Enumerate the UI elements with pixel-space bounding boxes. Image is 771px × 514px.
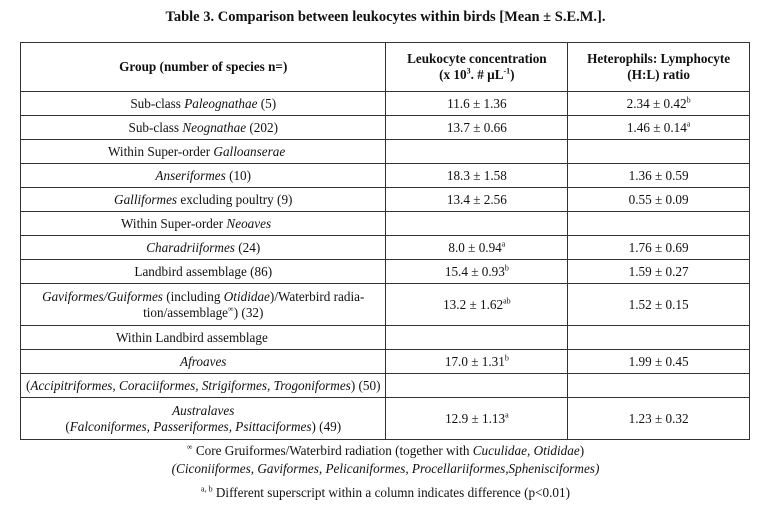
hl-ratio-superscript: a	[686, 119, 691, 129]
concentration-value: 18.3 ± 1.58	[446, 167, 507, 183]
group-text: tion/assemblage	[143, 304, 229, 320]
group-line2	[143, 305, 263, 320]
conc-unit-sup1: 3	[466, 66, 471, 76]
hl-ratio-value: 0.55 ± 0.09	[628, 191, 689, 207]
group-taxon: Otididae	[223, 288, 270, 304]
group-text: Sub-class	[128, 119, 183, 135]
group-text: Sub-class	[130, 95, 185, 111]
header-hl-ratio	[568, 43, 750, 92]
hl-ratio-value: 2.34 ± 0.42	[626, 95, 687, 111]
group-taxon: Afroaves	[180, 353, 227, 369]
footnote-text: )	[579, 443, 585, 458]
group-line1	[42, 289, 364, 304]
group-taxon: Gaviformes/Guiformes	[42, 288, 163, 304]
concentration-value: 13.2 ± 1.62	[443, 296, 504, 312]
group-count: (202)	[246, 119, 278, 135]
group-cell	[21, 326, 386, 350]
header-concentration-line2	[439, 67, 514, 82]
table-title: Table 3. Comparison between leukocytes within birds [Mean ± S.E.M.].	[165, 9, 606, 25]
concentration-value: 13.7 ± 0.66	[446, 119, 507, 135]
concentration-cell	[386, 116, 568, 140]
footnote-infinity	[0, 443, 771, 459]
footnote-marker: ∞	[186, 442, 193, 452]
hl-ratio-value: 1.59 ± 0.27	[628, 263, 689, 279]
hl-ratio-cell	[568, 116, 750, 140]
concentration-cell	[386, 212, 568, 236]
concentration-superscript: ab	[503, 296, 511, 306]
group-cell	[21, 140, 386, 164]
footnote-text: Core Gruiformes/Waterbird radiation (together with	[192, 443, 473, 458]
footnote-orders: (Ciconiiformes, Gaviformes, Pelicaniformes, Procellariiformes,Sphenisciformes)	[171, 461, 600, 476]
table-row	[21, 374, 750, 398]
group-cell	[21, 164, 386, 188]
group-taxon: Falconiformes, Passeriformes, Psittaciformes	[69, 418, 312, 434]
group-text: (including	[162, 288, 224, 304]
hl-ratio-value: 1.23 ± 0.32	[628, 410, 689, 426]
header-group: Group (number of species n=)	[21, 43, 386, 92]
table-row	[21, 236, 750, 260]
hl-ratio-value: 1.46 ± 0.14	[626, 119, 687, 135]
hl-ratio-value: 1.36 ± 0.59	[628, 167, 689, 183]
conc-unit-mid: . # µL	[470, 67, 504, 82]
group-count: (5)	[257, 95, 277, 111]
group-text: Landbird assemblage (86)	[134, 263, 273, 279]
conc-unit-sup2: -1	[503, 66, 511, 76]
hl-ratio-cell	[568, 284, 750, 326]
concentration-cell	[386, 326, 568, 350]
hl-ratio-cell	[568, 212, 750, 236]
concentration-cell	[386, 398, 568, 440]
table-row	[21, 188, 750, 212]
conc-unit-post: )	[510, 67, 515, 82]
group-text: Within Super-order	[121, 215, 227, 231]
table-row	[21, 260, 750, 284]
concentration-superscript: b	[504, 263, 509, 273]
group-taxon: Anseriformes	[155, 167, 226, 183]
group-line2	[65, 419, 341, 434]
concentration-cell	[386, 188, 568, 212]
group-count: ) (50)	[350, 377, 381, 393]
concentration-cell	[386, 164, 568, 188]
table-row	[21, 164, 750, 188]
group-text: (	[65, 418, 70, 434]
hl-ratio-cell	[568, 374, 750, 398]
concentration-cell	[386, 140, 568, 164]
group-taxon: Galliformes	[114, 191, 178, 207]
group-cell	[21, 260, 386, 284]
hl-ratio-cell	[568, 398, 750, 440]
hl-ratio-cell	[568, 188, 750, 212]
header-concentration	[386, 43, 568, 92]
group-count: excluding poultry (9)	[177, 191, 293, 207]
table-row	[21, 92, 750, 116]
group-cell	[21, 374, 386, 398]
group-count: (24)	[234, 239, 261, 255]
group-count: ) (49)	[311, 418, 342, 434]
concentration-value: 11.6 ± 1.36	[447, 95, 507, 111]
header-row	[21, 43, 750, 92]
group-cell	[21, 92, 386, 116]
group-text: (	[25, 377, 31, 393]
table-row	[21, 350, 750, 374]
group-taxon: Australaves	[172, 402, 235, 418]
footnote-taxa: Cuculidae, Otididae	[472, 443, 580, 458]
group-count: ) (32)	[233, 304, 264, 320]
footnote-text: Different superscript within a column indicates difference (p<0.01)	[212, 485, 570, 500]
hl-ratio-cell	[568, 92, 750, 116]
table-row	[21, 116, 750, 140]
hl-ratio-value: 1.99 ± 0.45	[628, 353, 689, 369]
concentration-superscript: a	[501, 239, 506, 249]
group-cell	[21, 398, 386, 440]
concentration-cell	[386, 92, 568, 116]
concentration-value: 17.0 ± 1.31	[444, 353, 505, 369]
concentration-cell	[386, 374, 568, 398]
hl-ratio-value: 1.76 ± 0.69	[628, 239, 689, 255]
group-taxon: Charadriiformes	[146, 239, 235, 255]
table-row	[21, 284, 750, 326]
concentration-value: 13.4 ± 2.56	[446, 191, 507, 207]
footnote-marker: a, b	[201, 484, 213, 494]
leukocyte-table	[20, 42, 750, 440]
group-cell	[21, 116, 386, 140]
group-taxon: Neognathae	[182, 119, 247, 135]
concentration-value: 8.0 ± 0.94	[448, 239, 502, 255]
hl-ratio-cell	[568, 140, 750, 164]
hl-ratio-value: 1.52 ± 0.15	[628, 296, 689, 312]
group-cell	[21, 188, 386, 212]
table-row	[21, 212, 750, 236]
hl-ratio-cell	[568, 326, 750, 350]
concentration-cell	[386, 236, 568, 260]
group-text: Within Landbird assemblage	[116, 329, 268, 345]
group-taxon: Paleognathae	[184, 95, 258, 111]
group-cell	[21, 236, 386, 260]
concentration-value: 12.9 ± 1.13	[445, 410, 506, 426]
footnote-marker: ∞	[228, 304, 234, 314]
concentration-cell	[386, 350, 568, 374]
group-cell	[21, 212, 386, 236]
header-concentration-line1: Leukocyte concentration	[407, 51, 547, 66]
conc-unit-pre: (x 10	[439, 67, 467, 82]
header-hl-line1: Heterophils: Lymphocyte	[587, 51, 731, 66]
group-taxon: Neoaves	[226, 215, 272, 231]
group-text: )/Waterbird radia-	[269, 288, 365, 304]
concentration-cell	[386, 284, 568, 326]
hl-ratio-cell	[568, 164, 750, 188]
group-count: (10)	[225, 167, 252, 183]
hl-ratio-cell	[568, 236, 750, 260]
header-hl-line2: (H:L) ratio	[627, 67, 690, 82]
table-row	[21, 326, 750, 350]
concentration-superscript: a	[505, 410, 509, 420]
table-row	[21, 398, 750, 440]
hl-ratio-cell	[568, 350, 750, 374]
table-row	[21, 140, 750, 164]
group-cell	[21, 284, 386, 326]
hl-ratio-superscript: b	[686, 95, 691, 105]
group-cell	[21, 350, 386, 374]
group-taxon: Galloanserae	[213, 143, 286, 159]
group-taxon: Accipitriformes, Coraciiformes, Strigiformes, Trogoniformes	[30, 377, 351, 393]
group-text: Within Super-order	[108, 143, 214, 159]
concentration-cell	[386, 260, 568, 284]
concentration-value: 15.4 ± 0.93	[444, 263, 505, 279]
footnote-superscripts	[0, 485, 771, 501]
hl-ratio-cell	[568, 260, 750, 284]
concentration-superscript: b	[504, 353, 509, 363]
